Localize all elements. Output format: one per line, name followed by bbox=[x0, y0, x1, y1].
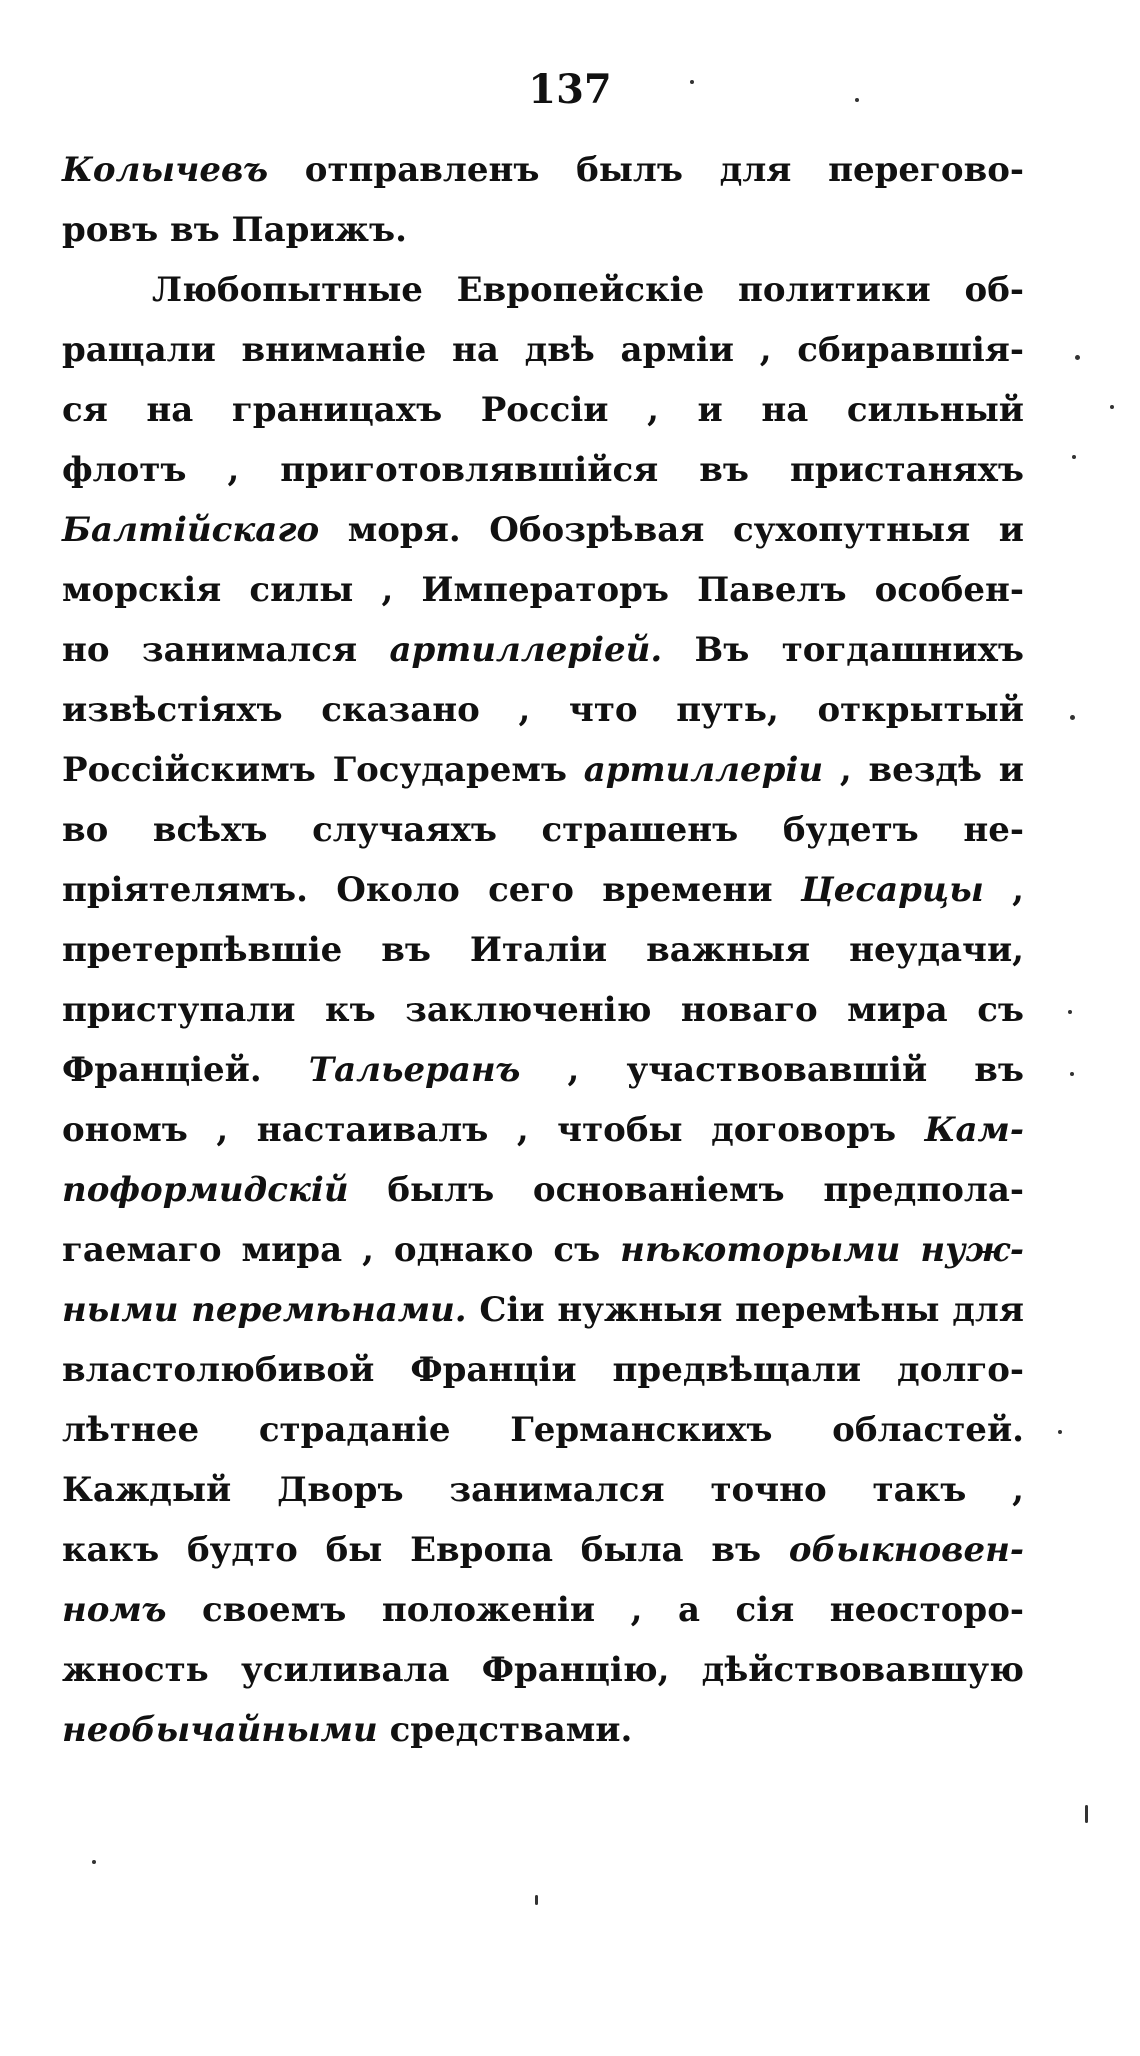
italic-text: Балтійскаго bbox=[62, 510, 320, 550]
text-line bbox=[62, 620, 1024, 680]
scan-speck bbox=[855, 98, 859, 102]
text-line bbox=[62, 1700, 1024, 1760]
text-segment: Франціей. bbox=[62, 1050, 309, 1090]
scan-speck bbox=[1068, 1010, 1072, 1014]
page-number: 137 bbox=[528, 66, 612, 113]
text-line bbox=[62, 380, 1024, 440]
scan-speck bbox=[1070, 715, 1075, 720]
text-segment: лѣтнее страданіе Германскихъ областей. bbox=[62, 1410, 1024, 1450]
text-segment: флотъ , приготовлявшійся въ пристаняхъ bbox=[62, 450, 1024, 490]
text-line bbox=[62, 1400, 1024, 1460]
italic-text: ными перемѣнами. bbox=[62, 1290, 467, 1330]
text-line bbox=[62, 1520, 1024, 1580]
text-segment: Сіи нужныя перемѣны для bbox=[466, 1290, 1025, 1330]
italic-text: необычайными bbox=[62, 1710, 378, 1750]
text-segment: претерпѣвшіе въ Италіи важныя неудачи, bbox=[62, 930, 1024, 970]
text-line bbox=[62, 320, 1024, 380]
text-line bbox=[62, 800, 1024, 860]
text-segment: ся на границахъ Россіи , и на сильный bbox=[62, 390, 1024, 430]
text-segment: ращали вниманіе на двѣ арміи , сбиравшія- bbox=[62, 330, 1024, 370]
text-segment: извѣстіяхъ сказано , что путь, открытый bbox=[62, 690, 1024, 730]
text-line bbox=[62, 1100, 1024, 1160]
text-line bbox=[62, 560, 1024, 620]
scan-speck bbox=[1070, 1072, 1074, 1076]
italic-text: нѣкоторыми нуж- bbox=[620, 1230, 1025, 1270]
text-segment: пріятелямъ. Около сего времени bbox=[62, 870, 801, 910]
text-line bbox=[62, 680, 1024, 740]
text-segment: ономъ , настаивалъ , чтобы договоръ bbox=[62, 1110, 925, 1150]
text-segment: , вездѣ и bbox=[823, 750, 1024, 790]
paragraph bbox=[62, 140, 1024, 260]
text-segment: жность усиливала Францію, дѣйствовавшую bbox=[62, 1650, 1024, 1690]
scan-speck bbox=[1058, 1430, 1062, 1434]
text-segment: Россійскимъ Государемъ bbox=[62, 750, 584, 790]
body-text bbox=[62, 140, 1024, 1760]
scan-speck bbox=[1110, 405, 1114, 409]
text-line bbox=[62, 860, 1024, 920]
scan-speck bbox=[535, 1895, 538, 1905]
text-segment: гаемаго мира , однако съ bbox=[62, 1230, 621, 1270]
text-segment: , участвовавшій въ bbox=[520, 1050, 1024, 1090]
text-segment: какъ будто бы Европа была въ bbox=[62, 1530, 789, 1570]
text-segment: властолюбивой Франціи предвѣщали долго- bbox=[62, 1350, 1024, 1390]
text-line bbox=[62, 1040, 1024, 1100]
italic-text: номъ bbox=[62, 1590, 167, 1630]
text-segment: Любопытные Европейскіе политики об- bbox=[152, 270, 1024, 310]
italic-text: Колычевъ bbox=[62, 150, 269, 190]
scan-speck bbox=[1085, 1805, 1088, 1823]
text-line bbox=[62, 140, 1024, 200]
text-segment: отправленъ былъ для перегово- bbox=[268, 150, 1024, 190]
text-segment: своемъ положеніи , а сія неосторо- bbox=[166, 1590, 1024, 1630]
text-line bbox=[62, 1160, 1024, 1220]
text-segment: приступали къ заключенію новаго мира съ bbox=[62, 990, 1024, 1030]
text-segment: былъ основаніемъ предпола- bbox=[348, 1170, 1024, 1210]
italic-text: поформидскій bbox=[62, 1170, 349, 1210]
text-line bbox=[62, 1340, 1024, 1400]
italic-text: артиллеріей. bbox=[389, 630, 663, 670]
text-line bbox=[62, 200, 1024, 260]
scan-speck bbox=[92, 1860, 96, 1864]
text-segment: Каждый Дворъ занимался точно такъ , bbox=[62, 1470, 1024, 1510]
text-line bbox=[62, 740, 1024, 800]
text-line bbox=[62, 980, 1024, 1040]
text-segment: средствами. bbox=[377, 1710, 633, 1750]
text-line bbox=[62, 1460, 1024, 1520]
text-line bbox=[62, 260, 1024, 320]
scan-speck bbox=[690, 80, 694, 84]
paragraph bbox=[62, 260, 1024, 1760]
italic-text: Кам- bbox=[924, 1110, 1024, 1150]
scan-speck bbox=[1075, 355, 1080, 360]
text-segment: но занимался bbox=[62, 630, 390, 670]
italic-text: Цесарцы bbox=[800, 870, 984, 910]
text-segment: во всѣхъ случаяхъ страшенъ будетъ не- bbox=[62, 810, 1024, 850]
text-line bbox=[62, 440, 1024, 500]
text-line bbox=[62, 1640, 1024, 1700]
text-segment: моря. Обозрѣвая сухопутныя и bbox=[319, 510, 1024, 550]
text-segment: ровъ въ Парижъ. bbox=[62, 210, 407, 250]
text-line bbox=[62, 920, 1024, 980]
text-line bbox=[62, 1220, 1024, 1280]
italic-text: артиллеріи bbox=[583, 750, 824, 790]
scan-speck bbox=[1072, 455, 1076, 459]
text-segment: Въ тогдашнихъ bbox=[662, 630, 1024, 670]
text-line bbox=[62, 500, 1024, 560]
text-line bbox=[62, 1580, 1024, 1640]
text-line bbox=[62, 1280, 1024, 1340]
italic-text: обыкновен- bbox=[788, 1530, 1024, 1570]
text-segment: , bbox=[983, 870, 1024, 910]
italic-text: Тальеранъ bbox=[308, 1050, 521, 1090]
text-segment: морскія силы , Императоръ Павелъ особен- bbox=[62, 570, 1024, 610]
